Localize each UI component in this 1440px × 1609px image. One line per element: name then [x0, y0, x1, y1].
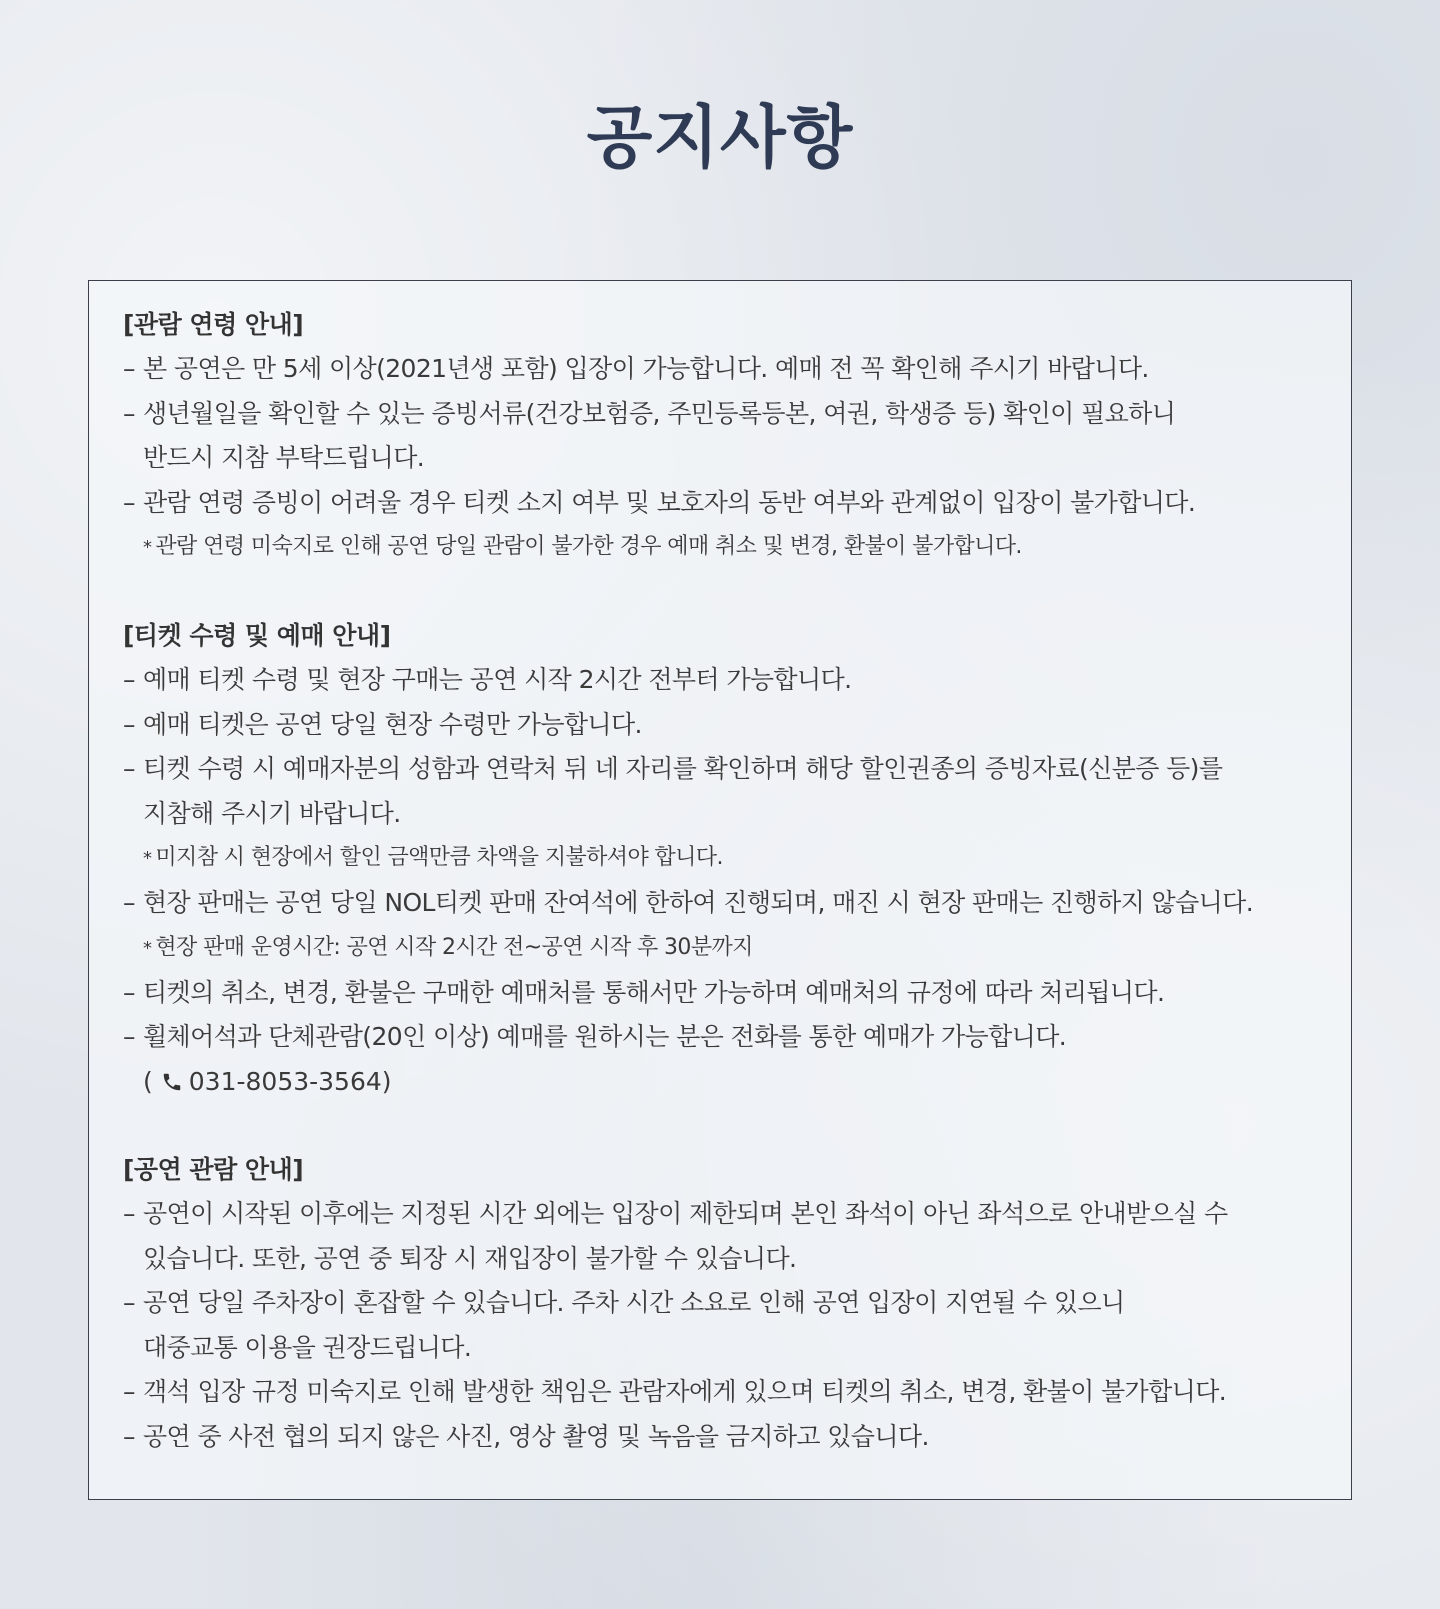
item-text: 대중교통 이용을 권장드립니다.: [143, 1332, 472, 1362]
list-item: [123, 971, 1317, 1016]
list-item: [123, 347, 1317, 392]
section-performance-guide: [123, 1148, 1317, 1459]
list-item: [123, 658, 1317, 703]
dash-bullet: –: [123, 754, 135, 783]
item-text: 관람 연령 증빙이 어려울 경우 티켓 소지 여부 및 보호자의 동반 여부와 관계없이 입장이 불가합니다.: [143, 487, 1196, 517]
section-title: [관람 연령 안내]: [123, 310, 304, 339]
dash-bullet: –: [123, 888, 135, 917]
list-item: [123, 881, 1317, 926]
list-item: [123, 1415, 1317, 1460]
item-text: 공연 중 사전 협의 되지 않은 사진, 영상 촬영 및 녹음을 금지하고 있습니다.: [143, 1421, 929, 1451]
item-text: 예매 티켓 수령 및 현장 구매는 공연 시작 2시간 전부터 가능합니다.: [143, 665, 852, 694]
dash-bullet: –: [123, 487, 135, 517]
list-item: [123, 1281, 1317, 1370]
list-item: [123, 481, 1317, 526]
note-text: 관람 연령 미숙지로 인해 공연 당일 관람이 불가한 경우 예매 취소 및 변경, 환불이 불가합니다.: [155, 534, 1022, 559]
section-title: [티켓 수령 및 예매 안내]: [123, 621, 391, 650]
dash-bullet: –: [123, 1199, 135, 1228]
item-text: 본 공연은 만 5세 이상(2021년생 포함) 입장이 가능합니다. 예매 전 꼭 확인해 주시기 바랍니다.: [143, 354, 1149, 383]
list-item: [123, 1015, 1317, 1060]
item-text: 생년월일을 확인할 수 있는 증빙서류(건강보험증, 주민등록등본, 여권, 학생증 등) 확인이 필요하니: [143, 398, 1176, 428]
item-text: 현장 판매는 공연 당일 NOL티켓 판매 잔여석에 한하여 진행되며, 매진 시 현장 판매는 진행하지 않습니다.: [143, 888, 1254, 917]
item-text: 티켓 수령 시 예매자분의 성함과 연락처 뒤 네 자리를 확인하며 해당 할인권종의 증빙자료(신분증 등)를: [143, 754, 1223, 783]
dash-bullet: –: [123, 709, 135, 739]
item-text: 휠체어석과 단체관람(20인 이상) 예매를 원하시는 분은 전화를 통한 예매가 가능합니다.: [143, 1022, 1067, 1051]
page-title: 공지사항: [586, 99, 854, 178]
item-text: 예매 티켓은 공연 당일 현장 수령만 가능합니다.: [143, 709, 642, 739]
dash-bullet: –: [123, 1377, 135, 1406]
note-text: 미지참 시 현장에서 할인 금액만큼 차액을 지불하셔야 합니다.: [155, 845, 723, 870]
list-item: [123, 392, 1317, 481]
item-text: 공연 당일 주차장이 혼잡할 수 있습니다. 주차 시간 소요로 인해 공연 입장이 지연될 수 있으니: [143, 1288, 1125, 1317]
item-text: 공연이 시작된 이후에는 지정된 시간 외에는 입장이 제한되며 본인 좌석이 아닌 좌석으로 안내받으실 수: [143, 1199, 1228, 1228]
dash-bullet: –: [123, 665, 135, 694]
section-title: [공연 관람 안내]: [123, 1155, 304, 1184]
section-ticket-guide: [123, 614, 1317, 1104]
phone-number[interactable]: 031-8053-3564: [188, 1066, 382, 1096]
phone-open-paren: (: [143, 1066, 153, 1096]
phone-contact: [123, 1060, 1317, 1105]
star-bullet: *: [143, 537, 152, 558]
list-item: [123, 703, 1317, 748]
note-item: [123, 836, 1317, 881]
dash-bullet: –: [123, 1022, 135, 1051]
list-item: [123, 1370, 1317, 1415]
item-text: 객석 입장 규정 미숙지로 인해 발생한 책임은 관람자에게 있으며 티켓의 취소, 변경, 환불이 불가합니다.: [143, 1377, 1227, 1406]
star-bullet: *: [143, 848, 152, 869]
notice-box: [88, 280, 1352, 1500]
list-item: [123, 1192, 1317, 1281]
dash-bullet: –: [123, 977, 135, 1007]
note-item: [123, 525, 1317, 570]
dash-bullet: –: [123, 398, 135, 428]
phone-icon: [161, 1071, 183, 1093]
dash-bullet: –: [123, 354, 135, 383]
item-text: 티켓의 취소, 변경, 환불은 구매한 예매처를 통해서만 가능하며 예매처의 규정에 따라 처리됩니다.: [143, 977, 1165, 1007]
note-item: [123, 926, 1317, 971]
phone-close-paren: ): [381, 1066, 392, 1096]
star-bullet: *: [143, 937, 152, 959]
section-age-guide: [123, 303, 1317, 570]
note-text: 현장 판매 운영시간: 공연 시작 2시간 전~공연 시작 후 30분까지: [155, 934, 753, 960]
item-text: 반드시 지참 부탁드립니다.: [143, 443, 425, 472]
dash-bullet: –: [123, 1421, 135, 1451]
list-item: [123, 747, 1317, 836]
dash-bullet: –: [123, 1288, 135, 1317]
item-text: 지참해 주시기 바랍니다.: [143, 798, 401, 828]
item-text: 있습니다. 또한, 공연 중 퇴장 시 재입장이 불가할 수 있습니다.: [143, 1243, 797, 1273]
